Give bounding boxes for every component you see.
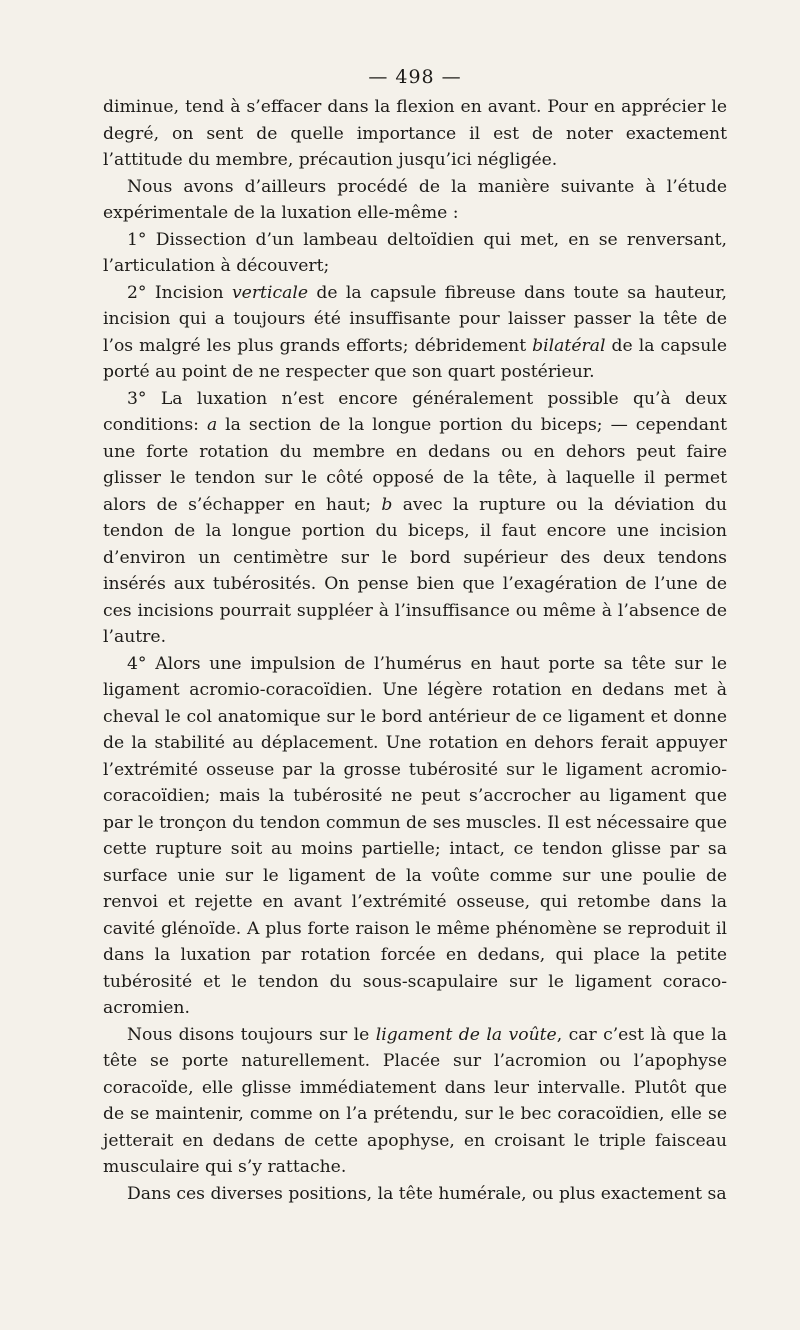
paragraph-4-italic-bilateral: bilatéral xyxy=(532,335,606,356)
paragraph-5-italic-a: a xyxy=(206,415,218,435)
paragraph-5-text-a: 3° La luxation n’est encore généralement possible qu’à deux conditions: xyxy=(103,388,727,435)
paragraph-7-text-a: Nous disons toujours sur le xyxy=(127,1024,376,1045)
book-page xyxy=(103,64,727,1294)
paragraph-1 xyxy=(103,94,727,174)
paragraph-4-text-a: 2° Incision xyxy=(127,282,232,303)
page-number: — 498 — xyxy=(368,66,462,88)
paragraph-2 xyxy=(103,174,727,227)
paragraph-7 xyxy=(103,1022,727,1181)
paragraph-5-text-c: avec la rupture ou la déviation du tendon de la longue portion du biceps, il faut encore une incision d’environ un centimètre sur le bord supérieur des deux tendons insérés aux tubérosités. On pense bien que l’exagération de l’une de ces incisions pourrait suppléer à l’insuffisance ou même à l’absence de l’autre. xyxy=(103,494,727,647)
paragraph-7-text-b: , car c’est là que la tête se porte naturellement. Placée sur l’acromion ou l’apophyse coracoïde, elle glisse immédiatement dans leur intervalle. Plutôt que de se maintenir, comme on l’a prétendu, sur le bec coracoïdien, elle se jetterait en dedans de cette apophyse, en croisant le triple faisceau musculaire qui s’y rattache. xyxy=(103,1024,727,1177)
paragraph-5-text-b: la section de la longue portion du biceps; — cependant une forte rotation du membre en dedans ou en dehors peut faire glisser le tendon sur le côté opposé de la tête, à laquelle il permet alors de s’échapper en haut; xyxy=(103,415,727,515)
paragraph-8 xyxy=(103,1181,727,1208)
paragraph-6 xyxy=(103,651,727,1022)
paragraph-3-text: 1° Dissection d’un lambeau deltoïdien qui met, en se renversant, l’articulation à découvert; xyxy=(103,229,727,276)
paragraph-5 xyxy=(103,386,727,651)
paragraph-1-text: diminue, tend à s’effacer dans la flexion en avant. Pour en apprécier le degré, on sent de quelle importance il est de noter exactement l’attitude du membre, précaution jusqu’ici négligée. xyxy=(103,97,727,170)
paragraph-2-text: Nous avons d’ailleurs procédé de la manière suivante à l’étude expérimentale de la luxation elle-même : xyxy=(103,176,727,223)
paragraph-5-italic-b: b xyxy=(381,494,393,515)
page-body xyxy=(103,94,727,1207)
paragraph-4-text-c: de la capsule porté au point de ne respecter que son quart postérieur. xyxy=(103,335,727,382)
paragraph-3 xyxy=(103,227,727,280)
paragraph-8-text: Dans ces diverses positions, la tête humérale, ou plus exactement sa xyxy=(127,1183,727,1204)
paragraph-6-text: 4° Alors une impulsion de l’humérus en haut porte sa tête sur le ligament acromio-coracoïdien. Une légère rotation en dedans met à cheval le col anatomique sur le bord antérieur de ce ligament et donne de la stabilité au déplacement. Une rotation en dehors ferait appuyer l’extrémité osseuse par la grosse tubérosité sur le ligament acromio-coracoïdien; mais la tubérosité ne peut s’accrocher au ligament que par le tronçon du tendon commun de ses muscles. Il est nécessaire que cette rupture soit au moins partielle; intact, ce tendon glisse par sa surface unie sur le ligament de la voûte comme sur une poulie de renvoi et rejette en avant l’extrémité osseuse, qui retombe dans la cavité glénoïde. A plus forte raison le même phénomène se reproduit il dans la luxation par rotation forcée en dedans, qui place la petite tubérosité et le tendon du sous-scapulaire sur le ligament coraco-acromien. xyxy=(103,653,727,1018)
paragraph-4-text-b: de la capsule fibreuse dans toute sa hauteur, incision qui a toujours été insuffisante pour laisser passer la tête de l’os malgré les plus grands efforts; débridement xyxy=(103,282,727,356)
paragraph-4-italic-verticale: verticale xyxy=(231,282,308,303)
paragraph-4 xyxy=(103,280,727,386)
paragraph-7-italic-ligament: ligament de la voûte xyxy=(375,1024,557,1045)
